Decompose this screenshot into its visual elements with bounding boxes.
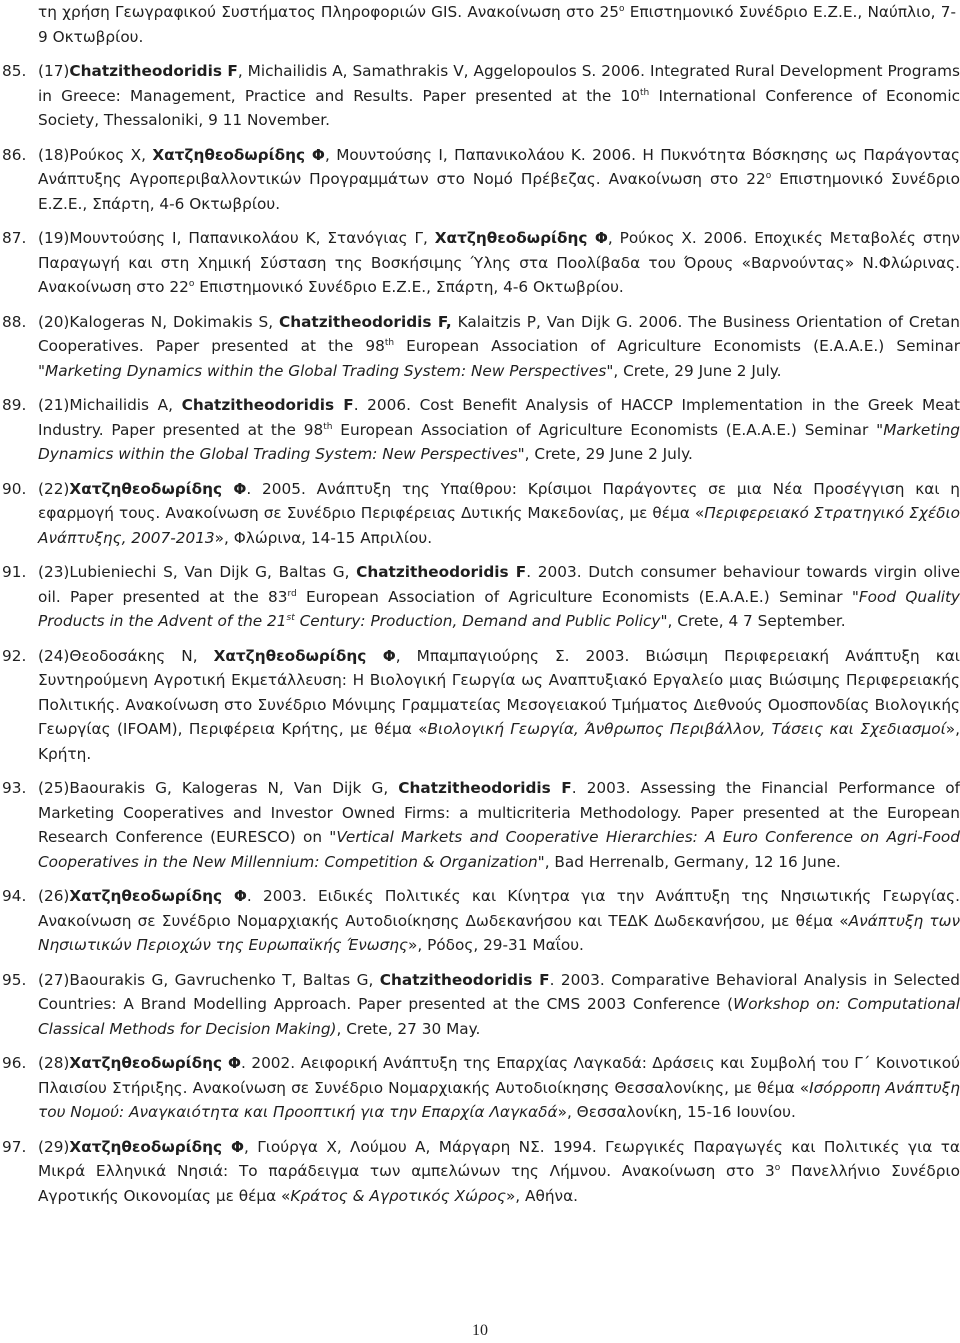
publication-entry [0,310,960,384]
text-run: . 2003. Comparative Behavioral Analysis in Selected Countries: A Brand Modelling Approach. Paper presented at the CMS 2003 Conference ( [38,970,960,1013]
text-run: , Μπαμπαγιούρης Σ. 2003. Βιώσιμη Περιφερειακή Ανάπτυξη και Συντηρούμενη Αγροτική Εκμετάλλευση: Η Βιολογική Γεωργία ως Αναπτυξιακό Εργαλείο μιας Βιώσιμης Περιφερειακής Πολιτικής. Ανακοίνωση στο Συνέδριο Μόνιμης Γραμματείας Μεσογειακού Τμήματος Διεθνούς Ομοσπονδίας Βιολογικής Γεωργίας (IFOAM), Περιφέρεια Κρήτης, με θέμα « [38,646,960,738]
text-run: . 2003. Assessing the Financial Performance of Marketing Cooperatives and Investor Owned Firms: a multicriteria Methodology. Paper presented at the European Research Conference (EURESCO) on " [38,779,960,846]
superscript: th [384,338,395,348]
entry-text [38,776,960,874]
text-run: Επιστημονικό Συνέδριο Ε.Ζ.Ε., Σπάρτη, 4-6 Οκτωβρίου. [194,278,624,296]
continued-paragraph [38,0,956,49]
entry-text [38,59,960,133]
text-run: Επιστημονικό Συνέδριο Ε.Ζ.Ε., Σπάρτη, 4-6 Οκτωβρίου. [38,170,960,213]
entry-text [38,226,960,300]
author-highlight: Χατζηθεοδωρίδης Φ [213,646,396,665]
italic-title: Vertical Markets and Cooperative Hierarchies: A Euro Conference on Agri-Food Cooperatives in the New Millennium: Competition & Organization [38,828,960,871]
author-highlight: Chatzitheodoridis F, [278,312,452,331]
author-highlight: Chatzitheodoridis F [379,970,550,989]
superscript: ο [774,1163,781,1173]
text-run: (23)Lubieniechi S, Van Dijk G, Baltas G, [38,563,357,581]
text-run: (28) [38,1054,70,1072]
text-run: European Association of Agriculture Economists (E.A.A.E.) Seminar " [332,420,884,439]
author-highlight: Χατζηθεοδωρίδης Φ [69,479,247,498]
text-run: (24)Θεοδοσάκης Ν, [38,646,214,665]
italic-title: Περιφερειακό Στρατηγικό Σχέδιο Ανάπτυξης, 2007-2013 [38,504,960,547]
italic-title: Βιολογική Γεωργία, Άνθρωπος Περιβάλλον, Τάσεις και Σχεδιασμοί [427,720,946,738]
text-run: (21)Michailidis A, [38,396,182,414]
entry-number: 91. [2,563,27,581]
text-run: (19)Μουντούσης Ι, Παπανικολάου Κ, Στανόγιας Γ, [38,229,435,247]
text-run: », Θεσσαλονίκη, 15-16 Ιουνίου. [557,1103,796,1121]
text-run: (26) [38,887,70,905]
text-run: Επιστημονικό Συνέδριο Ε.Ζ.Ε., Ναύπλιο, 7-9 Οκτωβρίου. [38,3,956,46]
entry-text [38,968,960,1042]
entry-number: 96. [2,1054,27,1072]
text-run: τη χρήση Γεωγραφικού Συστήματος Πληροφοριών GIS. Ανακοίνωση στο 25 [38,3,619,21]
author-highlight: Chatzitheodoridis F [69,62,238,80]
entry-text [38,393,960,467]
publication-entry [0,1051,960,1125]
entry-text [38,884,960,958]
text-run: Kalaitzis P, Van Dijk G. 2006. The Business Orientation of Cretan Cooperatives. Paper presented at the 98 [38,312,960,355]
publication-entry [0,143,960,217]
text-run: European Association of Agriculture Economists (E.A.A.E.) Seminar " [38,337,960,380]
publication-entry [0,477,960,551]
entry-number: 95. [2,970,27,989]
text-run: », Αθήνα. [505,1186,579,1205]
publication-entry [0,884,960,958]
text-run: (22) [38,479,70,498]
publication-entry [0,644,960,767]
author-highlight: Χατζηθεοδωρίδης Φ [434,229,608,247]
italic-title: Century: Production, Demand and Public Policy [294,612,661,630]
text-run: Πανελλήνιο Συνέδριο Αγροτικής Οικονομίας με θέμα « [38,1162,960,1205]
italic-title: Food Quality Products in the Advent of the 21 [38,587,960,630]
text-run: . 2005. Ανάπτυξη της Υπαίθρου: Κρίσιμοι Παράγοντες σε μια Νέα Προσέγγιση και η εφαρμογή τους. Ανακοίνωση σε Συνέδριο Περιφέρειας Δυτικής Μακεδονίας, με θέμα « [38,479,960,522]
entry-text [38,310,960,384]
text-run: (20)Kalogeras N, Dokimakis S, [38,312,279,331]
text-run: . 2002. Αειφορική Ανάπτυξη της Επαρχίας Λαγκαδά: Δράσεις και Συμβολή του Γ΄ Κοινοτικού Πλαισίου Στήριξης. Ανακοίνωση σε Συνέδριο Νομαρχιακής Αυτοδιοίκησης Θεσσαλονίκης, με θέμα « [38,1054,960,1097]
text-run: , Michailidis A, Samathrakis V, Aggelopoulos S. 2006. Integrated Rural Development Programs in Greece: Management, Practice and Results. Paper presented at the 10 [38,62,960,105]
entry-number: 92. [2,646,27,665]
superscript: th [323,421,333,432]
entry-text [38,560,960,634]
author-highlight: Chatzitheodoridis F [398,779,572,797]
publication-entry [0,560,960,634]
italic-title: Marketing Dynamics within the Global Trading System: New Perspectives [45,361,607,380]
publication-entry [0,1135,960,1209]
entry-number: 89. [2,396,27,414]
entry-number: 90. [2,479,27,498]
italic-title: Ισόρροπη Ανάπτυξη του Νομού: Αναγκαιότητα και Προοπτική για την Επαρχία Λαγκαδά [38,1078,960,1121]
superscript: rd [287,588,297,599]
entry-number: 87. [2,229,27,247]
text-run: , Ρούκος Χ. 2006. Εποχικές Μεταβολές στην Παραγωγή και στη Χημική Σύσταση της Βοσκήσιμης Ύλης στα Ποολίβαδα του Όρους «Βαρνούντας» Ν.Φλώρινας. Ανακοίνωση στο 22 [38,229,960,296]
author-highlight: Χατζηθεοδωρίδης Φ [69,887,247,905]
superscript: ο [188,279,195,289]
text-run: ", Bad Herrenalb, Germany, 12 16 June. [537,852,841,871]
author-highlight: Chatzitheodoridis F [356,563,527,581]
entry-text [38,477,960,551]
publication-entry [0,226,960,300]
text-run: (27)Baourakis G, Gavruchenko T, Baltas G, [38,970,380,989]
text-run: ", Crete, 4 7 September. [660,612,846,630]
publication-entry [0,59,960,133]
text-run: , Μουντούσης Ι, Παπανικολάου Κ. 2006. Η Πυκνότητα Βόσκησης ως Παράγοντας Ανάπτυξης Αγροπεριβαλλοντικών Προγραμμάτων στο Νομό Πρέβεζας. Ανακοίνωση στο 22 [38,145,960,188]
italic-title: Κράτος & Αγροτικός Χώρος [290,1186,506,1205]
superscript: ο [618,4,625,14]
text-run: . 2003. Dutch consumer behaviour towards virgin olive oil. Paper presented at the 83 [38,563,960,606]
entry-number: 97. [2,1137,27,1156]
text-run: (18)Ρούκος Χ, [38,145,153,164]
text-run: (17) [38,62,70,80]
entry-number: 88. [2,312,27,331]
italic-title: Marketing Dynamics within the Global Trading System: New Perspectives [38,420,960,463]
author-highlight: Chatzitheodoridis F [181,396,354,414]
text-run: , Γιούργα Χ, Λούμου Α, Μάργαρη ΝΣ. 1994. Γεωργικές Παραγωγές και Πολιτικές για τα Μικρά Ελληνικά Νησιά: Το παράδειγμα των αμπελώνων της Λήμνου. Ανακοίνωση στο 3 [38,1137,960,1180]
entry-text [38,1051,960,1125]
text-run: . 2003. Ειδικές Πολιτικές και Κίνητρα για την Ανάπτυξη της Νησιωτικής Γεωργίας. Ανακοίνωση σε Συνέδριο Νομαρχιακής Αυτοδιοίκησης Δωδεκανήσου και ΤΕΔΚ Δωδεκανήσου, με θέμα « [38,887,960,930]
publication-entry [0,393,960,467]
italic-title: st [286,613,295,623]
entry-text [38,644,960,767]
entry-text [38,143,960,217]
entry-number: 85. [2,62,27,80]
entry-number: 86. [2,145,27,164]
superscript: ο [765,171,772,181]
entry-number: 93. [2,779,27,797]
author-highlight: Χατζηθεοδωρίδης Φ [69,1137,244,1156]
author-highlight: Χατζηθεοδωρίδης Φ [152,145,325,164]
text-run: (29) [38,1137,70,1156]
publication-entry [0,776,960,874]
text-run: International Conference of Economic Society, Thessaloniki, 9 11 November. [38,86,960,129]
text-run: ", Crete, 29 June 2 July. [517,445,693,463]
entry-text [38,1135,960,1209]
entry-number: 94. [2,887,27,905]
text-run: », Ρόδος, 29-31 Μαΐου. [407,936,584,954]
text-run: . 2006. Cost Benefit Analysis of HACCP Implementation in the Greek Meat Industry. Paper presented at the 98 [38,396,960,439]
text-run: », Κρήτη. [38,720,960,763]
italic-title: Ανάπτυξη των Νησιωτικών Περιοχών της Ευρωπαϊκής Ένωσης [38,911,960,954]
italic-title: Workshop on: Computational Classical Methods for Decision Making) [38,995,960,1038]
text-run: , Crete, 27 30 May. [336,1019,481,1038]
text-run: », Φλώρινα, 14-15 Απριλίου. [214,528,433,547]
publication-entry [0,968,960,1042]
text-run: ", Crete, 29 June 2 July. [606,361,782,380]
superscript: th [640,87,650,98]
author-highlight: Χατζηθεοδωρίδης Φ [69,1054,242,1072]
page-number: 10 [472,1322,488,1339]
text-run: (25)Baourakis G, Kalogeras N, Van Dijk G, [38,779,399,797]
text-run: European Association of Agriculture Economists (E.A.A.E.) Seminar " [296,587,859,606]
